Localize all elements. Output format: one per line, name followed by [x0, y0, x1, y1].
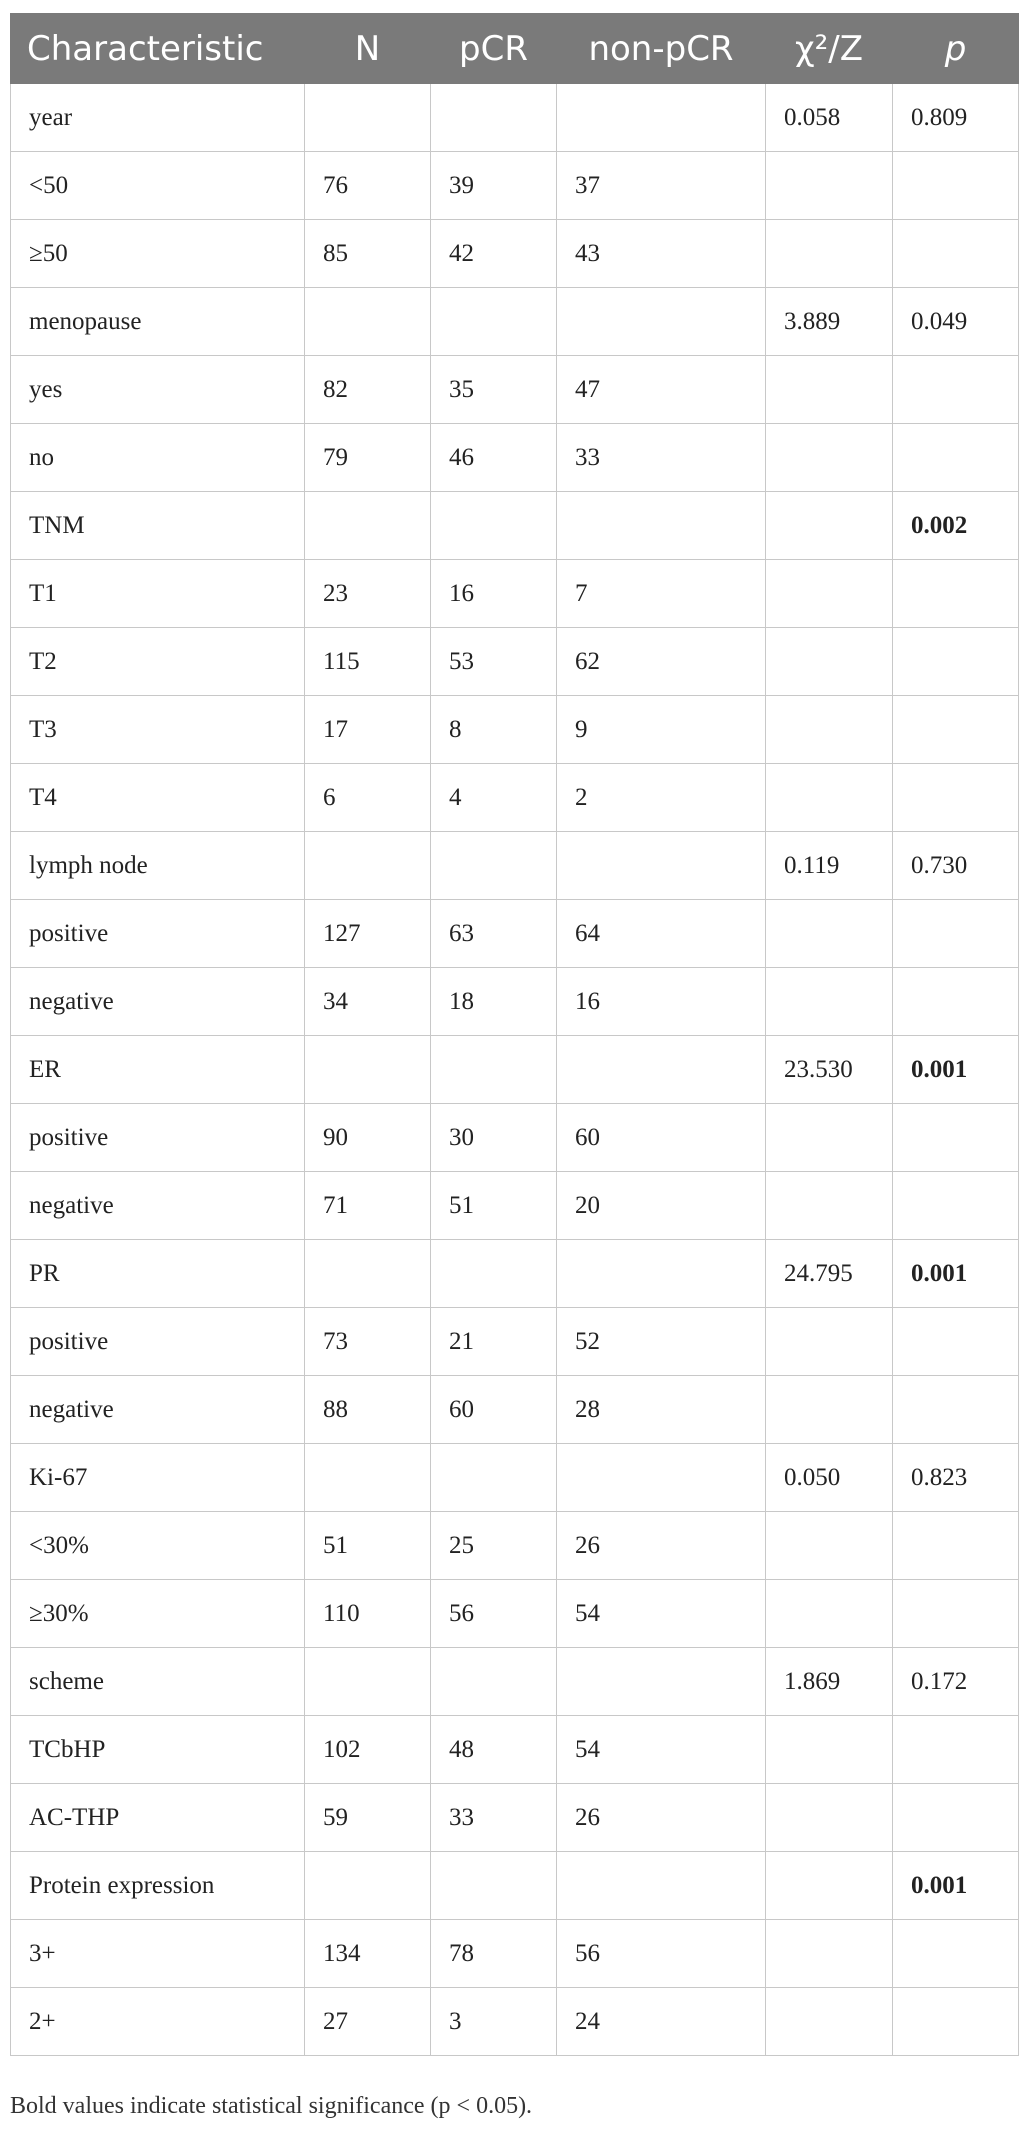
- characteristic-cell: TCbHP: [11, 1716, 305, 1784]
- characteristic-cell: T2: [11, 628, 305, 696]
- n-cell: 85: [305, 220, 431, 288]
- table-row: [11, 152, 1019, 220]
- characteristic-cell: ≥50: [11, 220, 305, 288]
- table-row: [11, 1512, 1019, 1580]
- p-value-cell: [893, 1580, 1019, 1648]
- n-cell: 76: [305, 152, 431, 220]
- characteristic-cell: T3: [11, 696, 305, 764]
- table-header: [11, 14, 1019, 84]
- statistic-cell: [766, 1512, 893, 1580]
- characteristic-cell: Ki-67: [11, 1444, 305, 1512]
- pcr-cell: [431, 1444, 557, 1512]
- n-cell: 110: [305, 1580, 431, 1648]
- table-row: [11, 764, 1019, 832]
- pcr-cell: [431, 288, 557, 356]
- non-pcr-cell: 60: [557, 1104, 766, 1172]
- pcr-cell: 21: [431, 1308, 557, 1376]
- pcr-cell: [431, 832, 557, 900]
- header-chi-square-z: χ²/Z: [766, 14, 893, 84]
- pcr-cell: 33: [431, 1784, 557, 1852]
- statistic-cell: [766, 1988, 893, 2056]
- table-row: [11, 1920, 1019, 1988]
- statistic-cell: [766, 764, 893, 832]
- statistic-cell: [766, 1852, 893, 1920]
- non-pcr-cell: 37: [557, 152, 766, 220]
- p-value-cell: [893, 696, 1019, 764]
- pcr-cell: [431, 84, 557, 152]
- pcr-cell: 53: [431, 628, 557, 696]
- statistic-cell: [766, 1716, 893, 1784]
- p-value-cell: 0.002: [893, 492, 1019, 560]
- table-row: [11, 220, 1019, 288]
- statistic-cell: [766, 628, 893, 696]
- p-value-cell: [893, 1784, 1019, 1852]
- characteristic-cell: positive: [11, 1104, 305, 1172]
- characteristic-cell: T4: [11, 764, 305, 832]
- non-pcr-cell: [557, 1240, 766, 1308]
- p-value-cell: 0.001: [893, 1852, 1019, 1920]
- pcr-cell: 18: [431, 968, 557, 1036]
- table-row: [11, 1036, 1019, 1104]
- non-pcr-cell: 26: [557, 1512, 766, 1580]
- table-row: [11, 1308, 1019, 1376]
- header-non-pcr: non-pCR: [557, 14, 766, 84]
- non-pcr-cell: [557, 1036, 766, 1104]
- table-row: [11, 1376, 1019, 1444]
- table-row: [11, 1852, 1019, 1920]
- p-value-cell: 0.809: [893, 84, 1019, 152]
- statistic-cell: [766, 968, 893, 1036]
- p-value-cell: 0.049: [893, 288, 1019, 356]
- p-value-cell: [893, 356, 1019, 424]
- p-value-cell: [893, 1988, 1019, 2056]
- header-row: [11, 14, 1019, 84]
- n-cell: [305, 1036, 431, 1104]
- statistic-cell: 1.869: [766, 1648, 893, 1716]
- table-row: [11, 560, 1019, 628]
- non-pcr-cell: [557, 832, 766, 900]
- pcr-cell: 51: [431, 1172, 557, 1240]
- statistic-cell: [766, 220, 893, 288]
- n-cell: 17: [305, 696, 431, 764]
- non-pcr-cell: 54: [557, 1716, 766, 1784]
- statistic-cell: 24.795: [766, 1240, 893, 1308]
- pcr-cell: [431, 1036, 557, 1104]
- p-value-cell: [893, 1920, 1019, 1988]
- characteristic-cell: Protein expression: [11, 1852, 305, 1920]
- p-value-cell: [893, 1512, 1019, 1580]
- n-cell: 6: [305, 764, 431, 832]
- pcr-cell: 42: [431, 220, 557, 288]
- n-cell: 134: [305, 1920, 431, 1988]
- table-row: [11, 1172, 1019, 1240]
- pcr-cell: 16: [431, 560, 557, 628]
- characteristic-cell: T1: [11, 560, 305, 628]
- non-pcr-cell: [557, 492, 766, 560]
- p-value-cell: [893, 424, 1019, 492]
- non-pcr-cell: 43: [557, 220, 766, 288]
- statistic-cell: 23.530: [766, 1036, 893, 1104]
- characteristic-cell: negative: [11, 1172, 305, 1240]
- n-cell: [305, 288, 431, 356]
- n-cell: 73: [305, 1308, 431, 1376]
- header-characteristic: Characteristic: [11, 14, 305, 84]
- pcr-cell: 25: [431, 1512, 557, 1580]
- p-value-cell: [893, 1716, 1019, 1784]
- table-row: [11, 1240, 1019, 1308]
- pcr-cell: [431, 492, 557, 560]
- table-row: [11, 1988, 1019, 2056]
- non-pcr-cell: 7: [557, 560, 766, 628]
- table-row: [11, 288, 1019, 356]
- non-pcr-cell: 33: [557, 424, 766, 492]
- n-cell: [305, 1648, 431, 1716]
- n-cell: 82: [305, 356, 431, 424]
- p-value-cell: [893, 1308, 1019, 1376]
- pcr-cell: [431, 1648, 557, 1716]
- statistic-cell: 0.050: [766, 1444, 893, 1512]
- characteristic-cell: 3+: [11, 1920, 305, 1988]
- p-value-cell: 0.823: [893, 1444, 1019, 1512]
- statistic-cell: [766, 356, 893, 424]
- statistic-cell: [766, 1784, 893, 1852]
- pcr-cell: [431, 1852, 557, 1920]
- p-value-cell: [893, 1376, 1019, 1444]
- n-cell: 59: [305, 1784, 431, 1852]
- table-row: [11, 968, 1019, 1036]
- characteristic-cell: ER: [11, 1036, 305, 1104]
- statistic-cell: [766, 152, 893, 220]
- non-pcr-cell: 2: [557, 764, 766, 832]
- table-row: [11, 1648, 1019, 1716]
- statistic-cell: [766, 1920, 893, 1988]
- non-pcr-cell: 54: [557, 1580, 766, 1648]
- table-row: [11, 1784, 1019, 1852]
- table-footnote: Bold values indicate statistical significance (p < 0.05).: [10, 2093, 533, 2119]
- n-cell: 27: [305, 1988, 431, 2056]
- characteristic-cell: negative: [11, 968, 305, 1036]
- p-value-cell: [893, 1172, 1019, 1240]
- n-cell: [305, 1444, 431, 1512]
- statistic-cell: [766, 560, 893, 628]
- n-cell: [305, 492, 431, 560]
- table-row: [11, 1580, 1019, 1648]
- pcr-cell: 78: [431, 1920, 557, 1988]
- p-value-cell: [893, 1104, 1019, 1172]
- pcr-cell: 8: [431, 696, 557, 764]
- non-pcr-cell: 20: [557, 1172, 766, 1240]
- statistic-cell: [766, 696, 893, 764]
- characteristic-cell: TNM: [11, 492, 305, 560]
- characteristic-cell: lymph node: [11, 832, 305, 900]
- statistic-cell: [766, 492, 893, 560]
- characteristic-cell: AC-THP: [11, 1784, 305, 1852]
- statistic-cell: 0.058: [766, 84, 893, 152]
- n-cell: 79: [305, 424, 431, 492]
- non-pcr-cell: [557, 288, 766, 356]
- table-row: [11, 628, 1019, 696]
- table-row: [11, 492, 1019, 560]
- table-row: [11, 696, 1019, 764]
- statistic-cell: 3.889: [766, 288, 893, 356]
- characteristic-cell: yes: [11, 356, 305, 424]
- results-table: [10, 13, 1019, 2056]
- n-cell: 71: [305, 1172, 431, 1240]
- characteristic-cell: positive: [11, 900, 305, 968]
- non-pcr-cell: 16: [557, 968, 766, 1036]
- pcr-cell: 39: [431, 152, 557, 220]
- non-pcr-cell: [557, 1648, 766, 1716]
- pcr-cell: 3: [431, 1988, 557, 2056]
- results-table-container: [10, 13, 1018, 2056]
- pcr-cell: 30: [431, 1104, 557, 1172]
- n-cell: [305, 832, 431, 900]
- non-pcr-cell: 64: [557, 900, 766, 968]
- n-cell: 51: [305, 1512, 431, 1580]
- non-pcr-cell: 62: [557, 628, 766, 696]
- table-row: [11, 1716, 1019, 1784]
- pcr-cell: 35: [431, 356, 557, 424]
- n-cell: 23: [305, 560, 431, 628]
- n-cell: 88: [305, 1376, 431, 1444]
- characteristic-cell: 2+: [11, 1988, 305, 2056]
- p-value-cell: 0.001: [893, 1240, 1019, 1308]
- p-value-cell: [893, 764, 1019, 832]
- statistic-cell: 0.119: [766, 832, 893, 900]
- characteristic-cell: ≥30%: [11, 1580, 305, 1648]
- p-value-cell: [893, 152, 1019, 220]
- table-row: [11, 832, 1019, 900]
- header-pcr: pCR: [431, 14, 557, 84]
- pcr-cell: 56: [431, 1580, 557, 1648]
- non-pcr-cell: 52: [557, 1308, 766, 1376]
- n-cell: [305, 1852, 431, 1920]
- p-value-cell: [893, 968, 1019, 1036]
- statistic-cell: [766, 1172, 893, 1240]
- pcr-cell: 48: [431, 1716, 557, 1784]
- n-cell: 90: [305, 1104, 431, 1172]
- pcr-cell: [431, 1240, 557, 1308]
- statistic-cell: [766, 1104, 893, 1172]
- p-value-cell: [893, 900, 1019, 968]
- n-cell: 102: [305, 1716, 431, 1784]
- non-pcr-cell: 28: [557, 1376, 766, 1444]
- characteristic-cell: year: [11, 84, 305, 152]
- statistic-cell: [766, 424, 893, 492]
- statistic-cell: [766, 900, 893, 968]
- characteristic-cell: menopause: [11, 288, 305, 356]
- non-pcr-cell: [557, 84, 766, 152]
- table-row: [11, 356, 1019, 424]
- n-cell: [305, 1240, 431, 1308]
- table-row: [11, 84, 1019, 152]
- p-value-cell: [893, 220, 1019, 288]
- non-pcr-cell: 47: [557, 356, 766, 424]
- non-pcr-cell: 9: [557, 696, 766, 764]
- non-pcr-cell: [557, 1444, 766, 1512]
- non-pcr-cell: [557, 1852, 766, 1920]
- characteristic-cell: scheme: [11, 1648, 305, 1716]
- statistic-cell: [766, 1308, 893, 1376]
- n-cell: 115: [305, 628, 431, 696]
- statistic-cell: [766, 1580, 893, 1648]
- table-row: [11, 1444, 1019, 1512]
- p-value-cell: [893, 560, 1019, 628]
- p-value-cell: [893, 628, 1019, 696]
- pcr-cell: 46: [431, 424, 557, 492]
- characteristic-cell: <50: [11, 152, 305, 220]
- table-row: [11, 900, 1019, 968]
- non-pcr-cell: 26: [557, 1784, 766, 1852]
- n-cell: 34: [305, 968, 431, 1036]
- characteristic-cell: no: [11, 424, 305, 492]
- n-cell: 127: [305, 900, 431, 968]
- characteristic-cell: positive: [11, 1308, 305, 1376]
- table-row: [11, 424, 1019, 492]
- p-value-cell: 0.172: [893, 1648, 1019, 1716]
- non-pcr-cell: 56: [557, 1920, 766, 1988]
- p-value-cell: 0.001: [893, 1036, 1019, 1104]
- pcr-cell: 63: [431, 900, 557, 968]
- characteristic-cell: <30%: [11, 1512, 305, 1580]
- n-cell: [305, 84, 431, 152]
- header-p-value: p: [893, 14, 1019, 84]
- p-value-cell: 0.730: [893, 832, 1019, 900]
- header-n: N: [305, 14, 431, 84]
- characteristic-cell: negative: [11, 1376, 305, 1444]
- non-pcr-cell: 24: [557, 1988, 766, 2056]
- table-row: [11, 1104, 1019, 1172]
- characteristic-cell: PR: [11, 1240, 305, 1308]
- statistic-cell: [766, 1376, 893, 1444]
- pcr-cell: 4: [431, 764, 557, 832]
- pcr-cell: 60: [431, 1376, 557, 1444]
- table-body: [11, 84, 1019, 2056]
